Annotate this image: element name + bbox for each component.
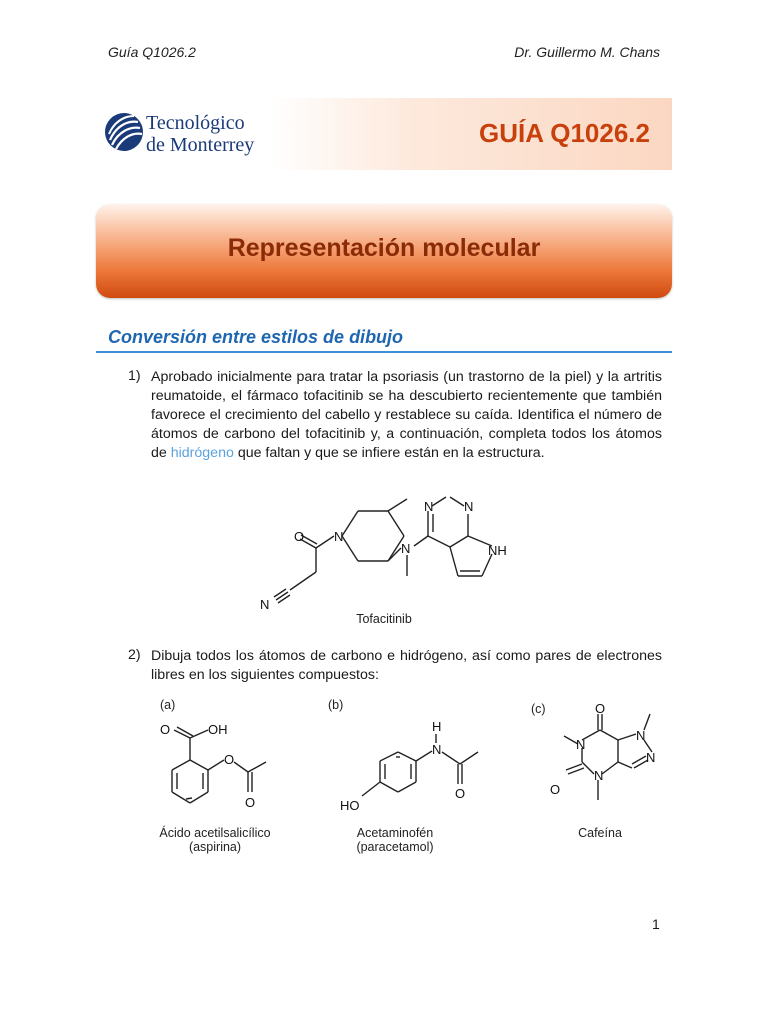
highlight-word: hidrógeno [170, 445, 234, 461]
compound-c-caption: Cafeína [578, 826, 622, 840]
caffeine-label-n3: N [636, 728, 646, 743]
tofa-label-n4: N [464, 499, 474, 514]
aspirin-label-o2: O [224, 752, 235, 767]
question-1-text: Aprobado inicialmente para tratar la psoriasis (un trastorno de la piel) y la artritis reumatoide, el fármaco tofacitinib se ha descubierto recientemente que también favorece el crecimiento del cabello y restablece su caída. Identifica el número de átomos de carbono del tofacitinib y, a continuación, completa todos los átomos de hidrógeno que faltan y que se infiere están en la estructura. [151, 369, 662, 461]
tofa-label-n5: N [260, 597, 270, 612]
tofa-label-n3: N [424, 499, 434, 514]
section-divider [96, 351, 672, 353]
header-right: Dr. Guillermo M. Chans [514, 44, 660, 60]
university-logo-icon [104, 110, 144, 154]
caffeine-label-o1: O [595, 701, 606, 716]
tofa-label-n1: N [334, 529, 344, 544]
acet-label-o: O [455, 786, 466, 801]
page-title: Representación molecular [227, 234, 541, 262]
tofacitinib-caption: Tofacitinib [356, 612, 412, 626]
acet-label-ho: HO [340, 798, 360, 813]
guide-title: GUÍA Q1026.2 [478, 118, 650, 148]
acet-label-n: N [432, 742, 442, 757]
aspirin-label-o3: O [245, 795, 256, 810]
header-left: Guía Q1026.2 [108, 44, 196, 60]
compound-b-caption: Acetaminofén (paracetamol) [356, 826, 434, 854]
tofa-label-o: O [294, 529, 305, 544]
caffeine-label-n2: N [594, 768, 604, 783]
acetaminophen-structure [332, 716, 482, 820]
page-number: 1 [652, 916, 660, 932]
university-logo-text: Tecnológico de Monterrey [146, 112, 255, 156]
tofa-label-n2: N [401, 541, 411, 556]
caffeine-label-o2: O [550, 782, 561, 797]
compound-b-tag: (b) [328, 698, 344, 712]
aspirin-structure [150, 716, 290, 820]
compound-a-tag: (a) [160, 698, 176, 712]
title-box [96, 204, 672, 298]
caffeine-structure [540, 700, 670, 820]
question-2-number: 2) [128, 647, 141, 663]
caffeine-label-n4: N [646, 750, 656, 765]
question-1-number: 1) [128, 368, 141, 384]
caffeine-label-n1: N [576, 737, 586, 752]
tofacitinib-structure [250, 484, 520, 614]
tofa-label-nh: NH [488, 543, 507, 558]
section-title: Conversión entre estilos de dibujo [108, 327, 404, 347]
compound-c-tag: (c) [531, 702, 546, 716]
question-2-text: Dibuja todos los átomos de carbono e hidrógeno, así como pares de electrones libres en los siguientes compuestos: [151, 648, 662, 683]
compound-a-caption: Ácido acetilsalicílico (aspirina) [159, 826, 271, 854]
aspirin-label-o1: O [160, 722, 171, 737]
acet-label-h: H [432, 719, 442, 734]
aspirin-label-oh: OH [208, 722, 228, 737]
